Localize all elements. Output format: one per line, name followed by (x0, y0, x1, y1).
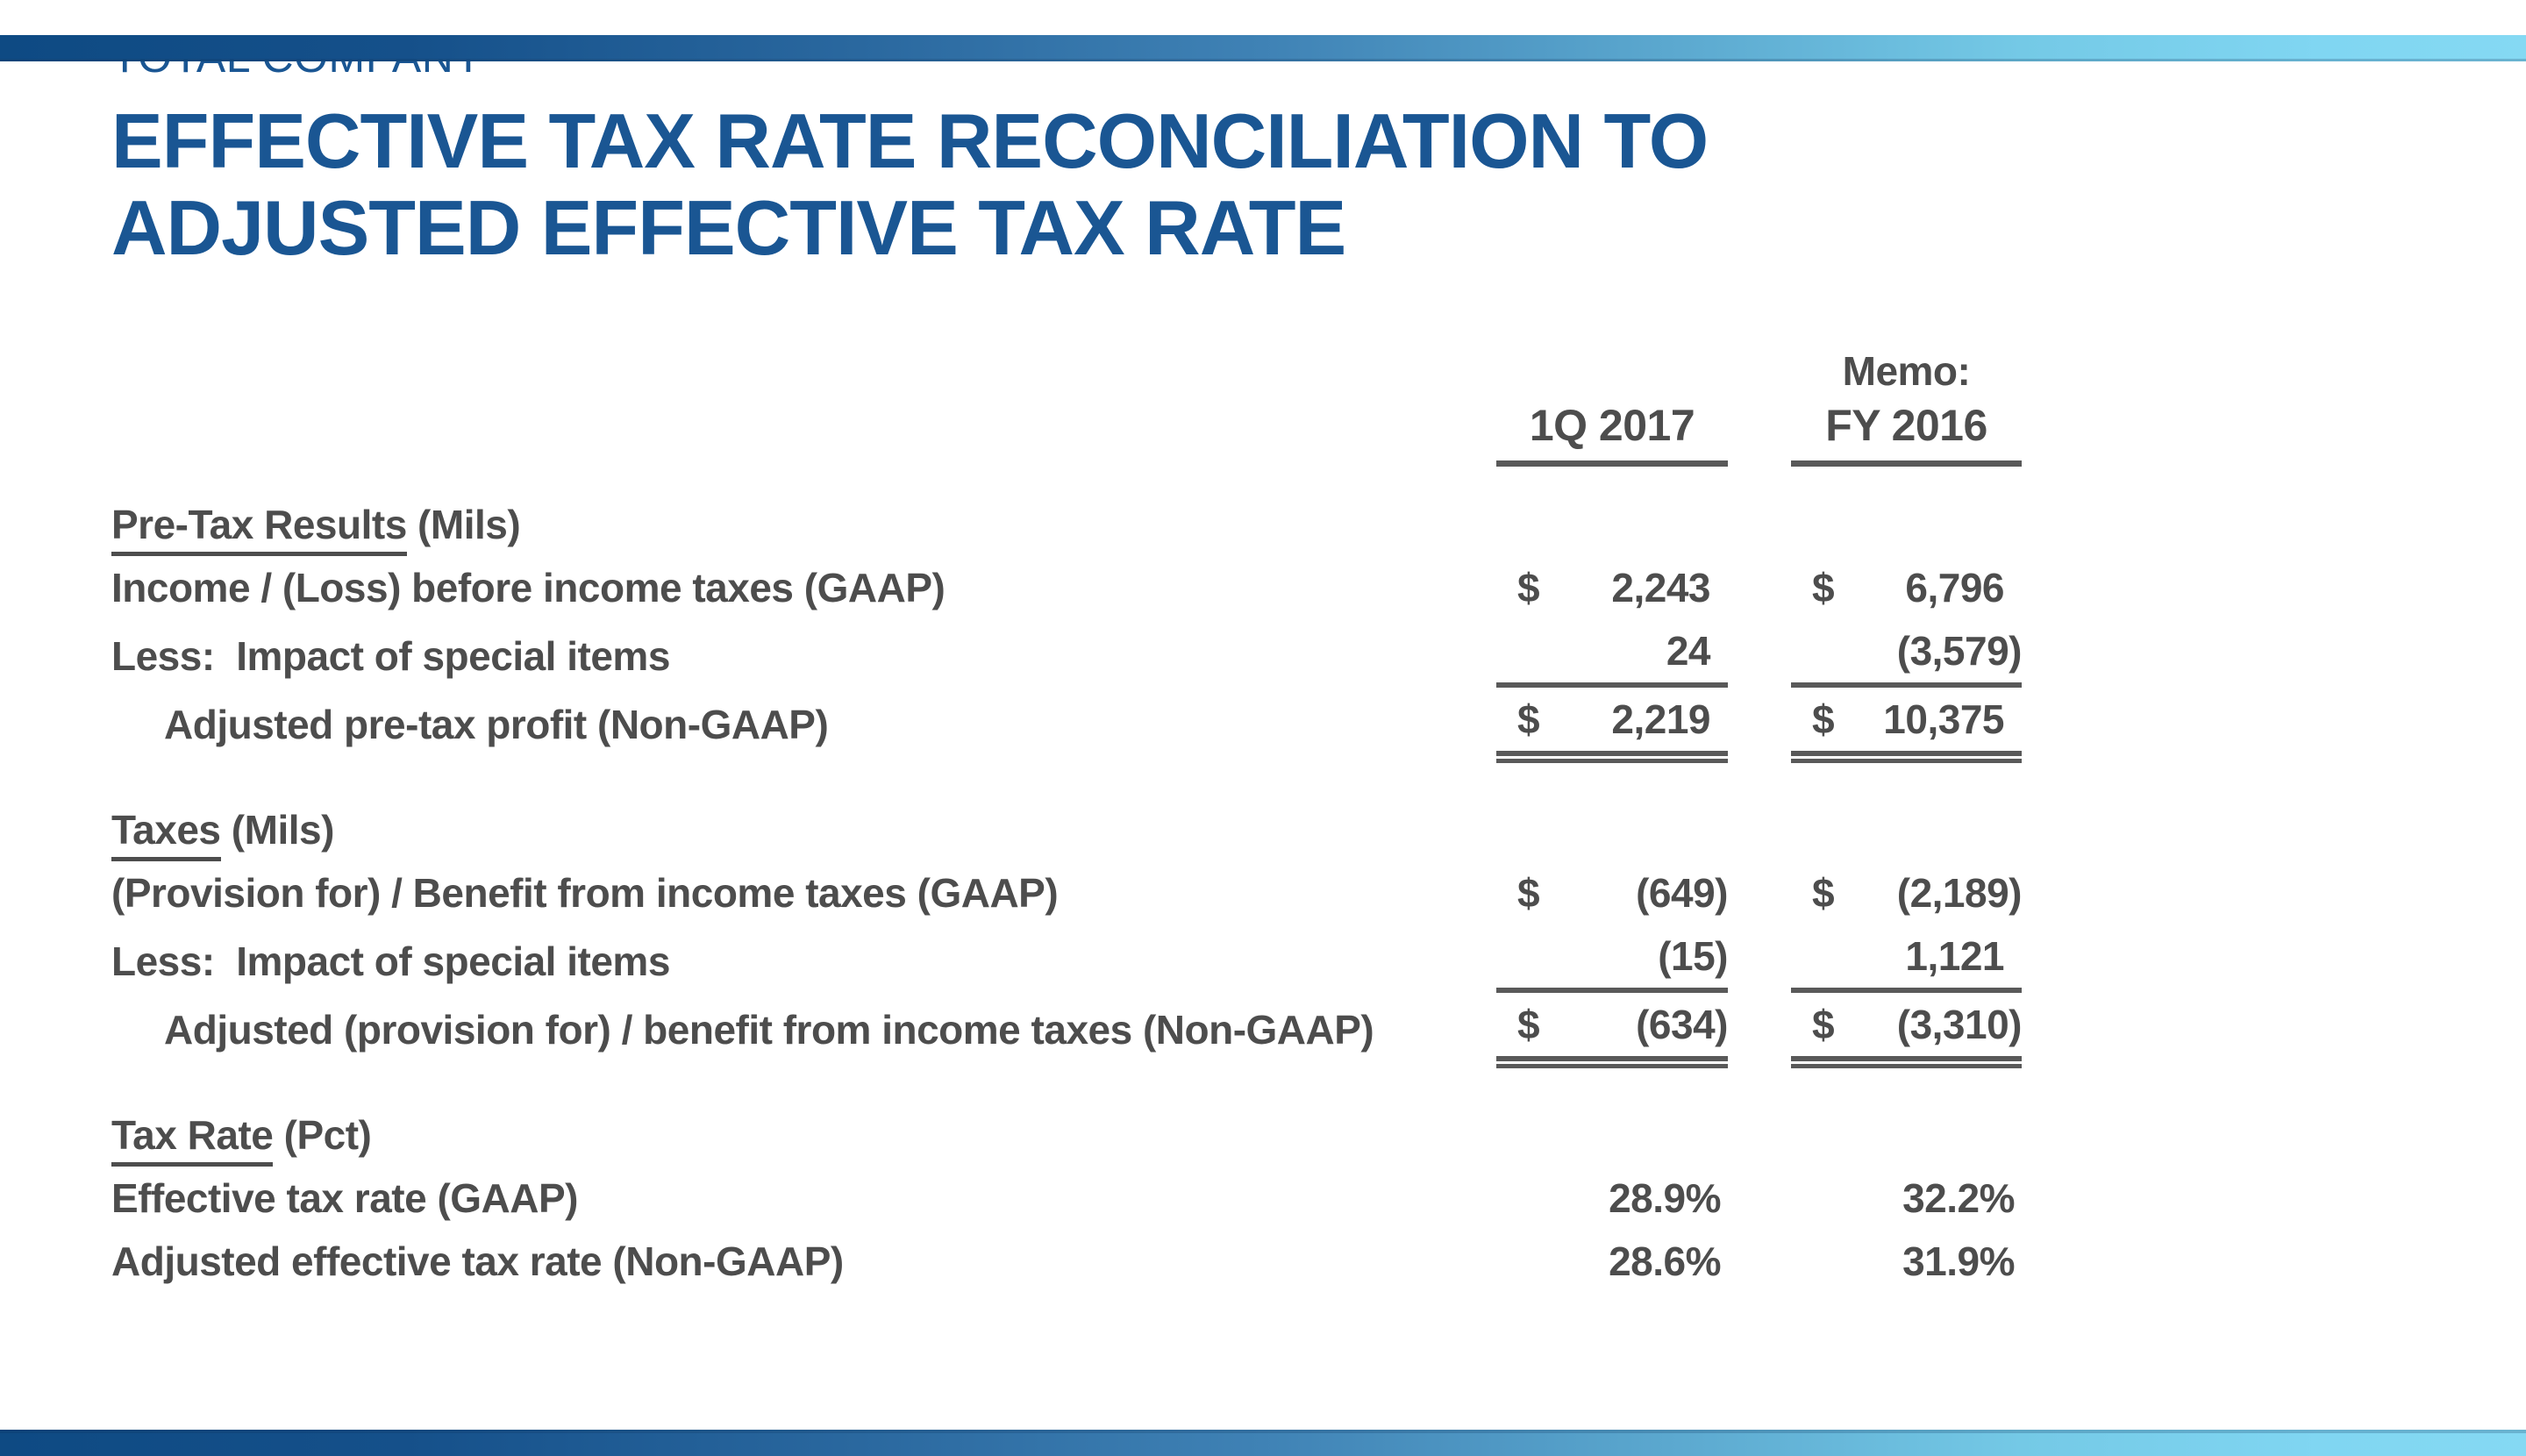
column-header-fy2016: FY 2016 (1791, 399, 2022, 467)
table-row (111, 861, 2526, 924)
section-heading-row (111, 1103, 2526, 1167)
value-cell (1496, 1167, 1728, 1230)
value: (2,189) (1896, 870, 2022, 917)
value: 32.2% (1902, 1175, 2015, 1222)
value-cell (1791, 688, 2022, 756)
value-cell (1791, 924, 2022, 993)
section-heading-suffix: (Mils) (406, 502, 521, 548)
row-label: Adjusted effective tax rate (Non-GAAP) (111, 1238, 844, 1285)
value: 28.9% (1609, 1175, 1721, 1222)
column-header-row (111, 399, 2526, 467)
row-label: Adjusted (provision for) / benefit from income taxes (Non-GAAP) (164, 1007, 1374, 1053)
value: (3,579) (1896, 628, 2022, 674)
value-cell (1496, 924, 1728, 993)
dollar-sign: $ (1812, 696, 1835, 743)
row-label: Adjusted pre-tax profit (Non-GAAP) (164, 702, 829, 748)
dollar-sign: $ (1812, 565, 1835, 611)
value-cell (1496, 861, 1728, 924)
value: 10,375 (1883, 696, 2004, 743)
table-row (111, 1230, 2526, 1293)
section-heading-row (111, 798, 2526, 861)
value: 24 (1666, 628, 1710, 674)
table-row (111, 924, 2526, 993)
memo-label: Memo: (1842, 348, 1971, 395)
dollar-sign: $ (1517, 696, 1540, 743)
bottom-gradient-bar (0, 1430, 2526, 1456)
value: 31.9% (1902, 1238, 2015, 1285)
value: (15) (1658, 933, 1728, 980)
section-heading: Pre-Tax Results (111, 502, 407, 556)
value: 2,243 (1611, 565, 1710, 611)
value: (634) (1636, 1002, 1728, 1048)
slide-title-line2: ADJUSTED EFFECTIVE TAX RATE (111, 183, 1346, 271)
row-label: (Provision for) / Benefit from income taxes (GAAP) (111, 870, 1059, 917)
top-gradient-bar (0, 35, 2526, 61)
value-cell (1496, 556, 1728, 619)
value-cell (1496, 993, 1728, 1061)
value-cell (1496, 1230, 1728, 1293)
reconciliation-table (0, 346, 2526, 1293)
section-heading-suffix: (Pct) (273, 1112, 372, 1159)
section-heading-row (111, 493, 2526, 556)
row-label: Income / (Loss) before income taxes (GAAP) (111, 565, 945, 611)
dollar-sign: $ (1812, 1002, 1835, 1048)
value: 2,219 (1611, 696, 1710, 743)
section-heading: Taxes (111, 807, 221, 861)
slide-title-line1: EFFECTIVE TAX RATE RECONCILIATION TO (111, 97, 1709, 184)
value-cell (1791, 993, 2022, 1061)
row-label: Less: Impact of special items (111, 633, 670, 680)
value-cell (1496, 688, 1728, 756)
memo-header-row (111, 346, 2526, 396)
section-heading: Tax Rate (111, 1112, 273, 1167)
section-pretax-results (111, 493, 2526, 756)
section-tax-rate (111, 1103, 2526, 1293)
value: 28.6% (1609, 1238, 1721, 1285)
slide-title (111, 98, 2526, 271)
table-row-subtotal (111, 688, 2526, 756)
value-cell (1791, 1167, 2022, 1230)
value-cell (1791, 619, 2022, 688)
value-cell (1791, 1230, 2022, 1293)
table-row (111, 1167, 2526, 1230)
table-row (111, 556, 2526, 619)
section-heading-suffix: (Mils) (220, 807, 334, 853)
slide-canvas (0, 35, 2526, 1456)
value-cell (1791, 556, 2022, 619)
title-block (111, 35, 2526, 271)
dollar-sign: $ (1517, 565, 1540, 611)
value: (649) (1636, 870, 1728, 917)
row-label: Effective tax rate (GAAP) (111, 1175, 578, 1222)
table-row (111, 619, 2526, 688)
column-header-1q2017: 1Q 2017 (1496, 399, 1728, 467)
value: 6,796 (1905, 565, 2004, 611)
value-cell (1496, 619, 1728, 688)
value-cell (1791, 861, 2022, 924)
value: 1,121 (1905, 933, 2004, 980)
dollar-sign: $ (1517, 1002, 1540, 1048)
dollar-sign: $ (1812, 870, 1835, 917)
section-taxes (111, 798, 2526, 1061)
table-row-subtotal (111, 993, 2526, 1061)
row-label: Less: Impact of special items (111, 939, 670, 985)
dollar-sign: $ (1517, 870, 1540, 917)
value: (3,310) (1896, 1002, 2022, 1048)
